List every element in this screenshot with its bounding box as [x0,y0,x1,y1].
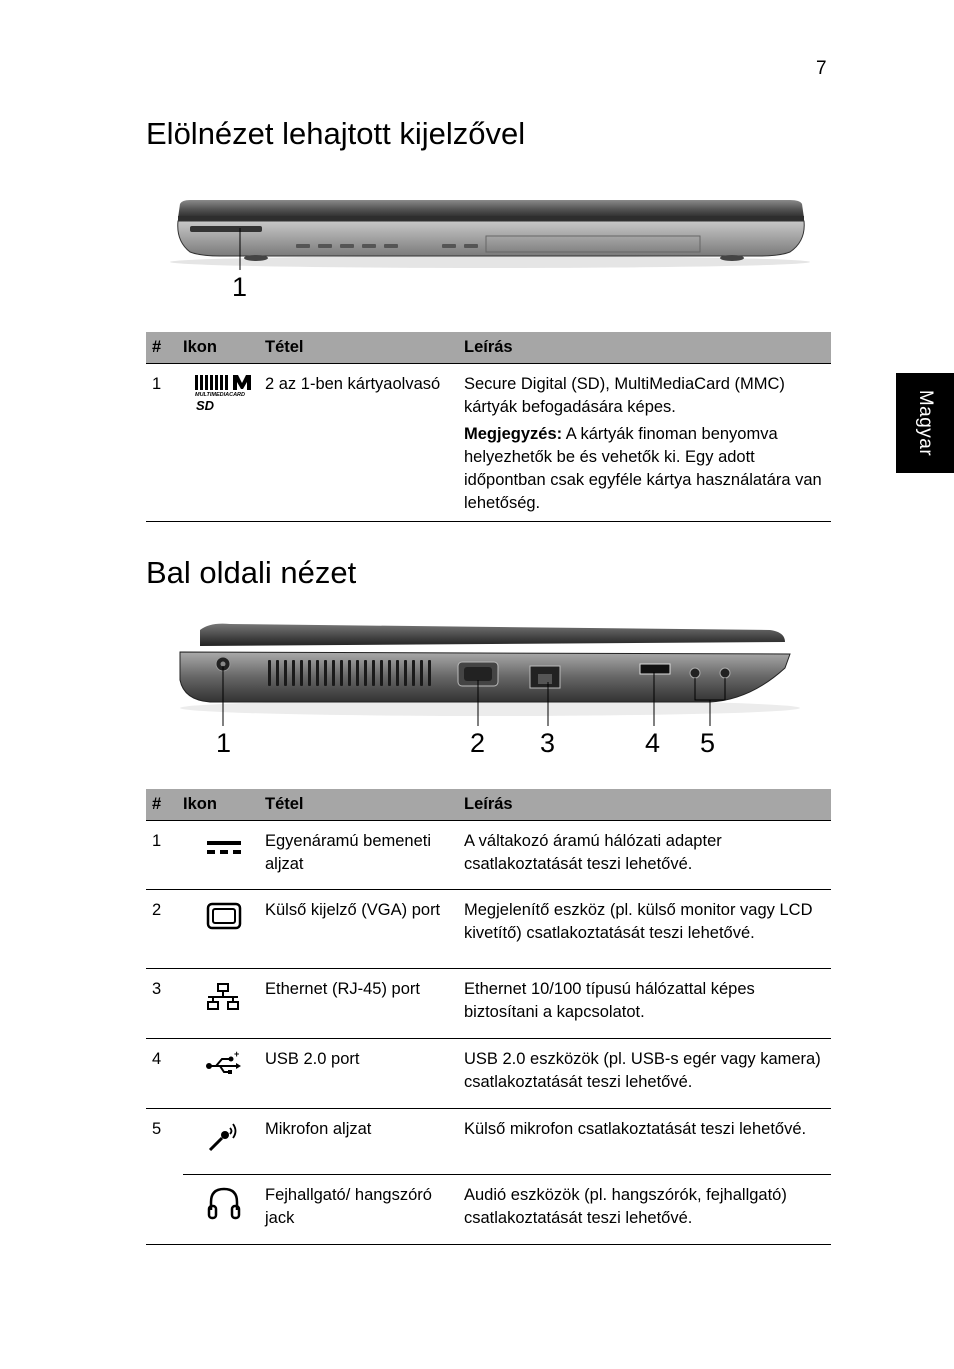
callout-2: 2 [470,728,486,758]
row-description: Külső mikrofon csatlakoztatását teszi lehetővé. [464,1109,831,1175]
language-tab-label: Magyar [915,389,937,457]
microphone-icon [183,1109,265,1175]
table-row [146,969,831,1039]
svg-text:SD: SD [196,398,215,413]
row-number: 3 [146,969,183,1039]
headphones-icon [183,1175,265,1245]
laptop-left-view-illustration [170,616,810,741]
header-description: Leírás [464,789,831,821]
callout-1: 1 [216,728,232,758]
header-description: Leírás [464,332,831,364]
section-title-left-view: Bal oldali nézet [146,555,357,590]
table-row [146,1175,831,1245]
row-number [146,1175,183,1245]
header-item: Tétel [265,789,464,821]
row-item: Külső kijelző (VGA) port [265,890,464,969]
table-row [146,890,831,969]
row-description: Ethernet 10/100 típusú hálózattal képes biztosítani a kapcsolatot. [464,969,831,1039]
svg-text:MULTIMEDIACARD: MULTIMEDIACARD [195,392,246,398]
row-item: Egyenáramú bemeneti aljzat [265,821,464,890]
row-description [464,364,831,522]
callout-1: 1 [232,272,248,302]
row-number: 5 [152,1120,162,1138]
row-description: USB 2.0 eszközök (pl. USB-s egér vagy kamera) csatlakoztatását teszi lehetővé. [464,1039,831,1109]
header-icon: Ikon [183,332,265,364]
language-tab [896,373,954,473]
vga-monitor-icon [183,890,265,969]
left-view-table [146,789,831,1245]
row-number: 4 [146,1039,183,1109]
ethernet-network-icon [183,969,265,1039]
header-number: # [146,789,183,821]
row-item: Mikrofon aljzat [265,1109,464,1175]
row-item: Fejhallgató/ hangszóró jack [265,1175,464,1245]
table-row [146,821,831,890]
row-number: 1 [146,364,183,522]
page-number: 7 [816,58,827,79]
table-row [146,1039,831,1109]
row-item: USB 2.0 port [265,1039,464,1109]
header-icon: Ikon [183,789,265,821]
note-text: A kártyák finoman benyomva helyezhetők be és vehetők ki. Egy adott időpontban csak egyféle kártya használatára van lehetőség. [464,425,822,512]
table-row [146,1109,831,1175]
row-item: Ethernet (RJ-45) port [265,969,464,1039]
row-description: Audió eszközök (pl. hangszórók, fejhallgató) csatlakoztatását teszi lehetővé. [464,1175,831,1245]
front-view-table [146,332,831,522]
row-description: Megjelenítő eszköz (pl. külső monitor vagy LCD kivetítő) csatlakoztatását teszi lehetővé. [464,890,831,969]
note-label: Megjegyzés: [464,425,563,443]
sd-mmc-card-icon [183,364,265,522]
callout-4: 4 [645,728,661,758]
row-item: 2 az 1-ben kártyaolvasó [265,364,464,522]
dc-in-icon [183,821,265,890]
usb-icon [183,1039,265,1109]
callout-5: 5 [700,728,716,758]
callout-3: 3 [540,728,556,758]
row-note [464,423,827,515]
section-title-front-view: Elölnézet lehajtott kijelzővel [146,116,526,151]
laptop-front-view-illustration [160,196,820,281]
svg-text:+: + [234,1049,240,1059]
row-description-text: Secure Digital (SD), MultiMediaCard (MMC) kártyák befogadására képes. [464,375,785,416]
header-item: Tétel [265,332,464,364]
row-description: A váltakozó áramú hálózati adapter csatlakoztatását teszi lehetővé. [464,821,831,890]
row-number: 1 [146,821,183,890]
row-number: 2 [146,890,183,969]
header-number: # [146,332,183,364]
table-row [146,364,831,522]
